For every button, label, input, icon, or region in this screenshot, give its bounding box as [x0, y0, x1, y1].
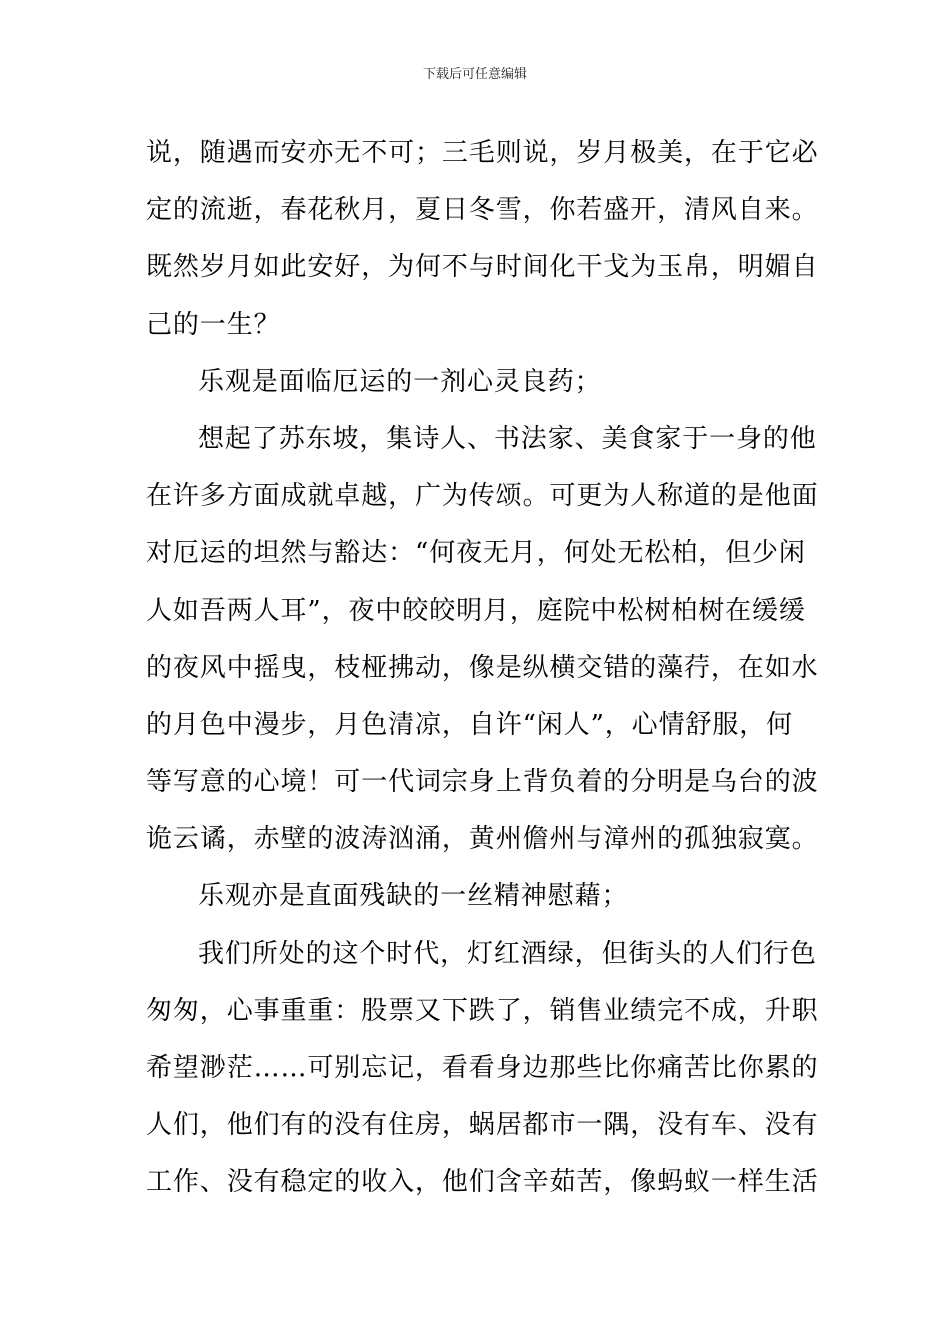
text-line: 的夜风中摇曳，枝桠拂动，像是纵横交错的藻荇，在如水	[146, 652, 819, 683]
document-body	[146, 125, 819, 1212]
text-line: 诡云谲，赤壁的波涛汹涌，黄州儋州与漳州的孤独寂寞。	[146, 824, 819, 855]
text-line: 定的流逝，春花秋月，夏日冬雪，你若盛开，清风自来。	[146, 195, 819, 226]
page-header-note: 下载后可任意编辑	[422, 67, 527, 82]
text-line: 人们，他们有的没有住房，蜗居都市一隅，没有车、没有	[146, 1110, 819, 1141]
text-line: 希望渺茫……可别忘记，看看身边那些比你痛苦比你累的	[146, 1053, 819, 1083]
text-line: 说，随遇而安亦无不可；三毛则说，岁月极美，在于它必	[146, 138, 819, 168]
text-line: 的月色中漫步，月色清凉，自许“闲人”，心情舒服，何	[146, 709, 794, 740]
text-line: 己的一生？	[146, 309, 281, 340]
paragraph-heading-line: 乐观亦是直面残缺的一丝精神慰藉；	[198, 881, 629, 912]
text-line: 人如吾两人耳”，夜中皎皎明月，庭院中松树柏树在缓缓	[146, 595, 806, 626]
paragraph-first-line: 我们所处的这个时代，灯红酒绿，但街头的人们行色	[198, 938, 817, 969]
paragraph-heading-line: 乐观是面临厄运的一剂心灵良药；	[198, 366, 602, 397]
text-line: 对厄运的坦然与豁达：“何夜无月，何处无松柏，但少闲	[146, 538, 806, 569]
text-line: 等写意的心境！可一代词宗身上背负着的分明是乌台的波	[146, 767, 819, 798]
text-line: 既然岁月如此安好，为何不与时间化干戈为玉帛，明媚自	[146, 252, 819, 283]
text-line: 工作、没有稳定的收入，他们含辛茹苦，像蚂蚁一样生活	[146, 1167, 819, 1198]
paragraph-first-line: 想起了苏东坡，集诗人、书法家、美食家于一身的他	[198, 423, 817, 454]
text-line: 在许多方面成就卓越，广为传颂。可更为人称道的是他面	[146, 481, 819, 512]
text-line: 匆匆，心事重重：股票又下跌了，销售业绩完不成，升职	[146, 995, 819, 1026]
